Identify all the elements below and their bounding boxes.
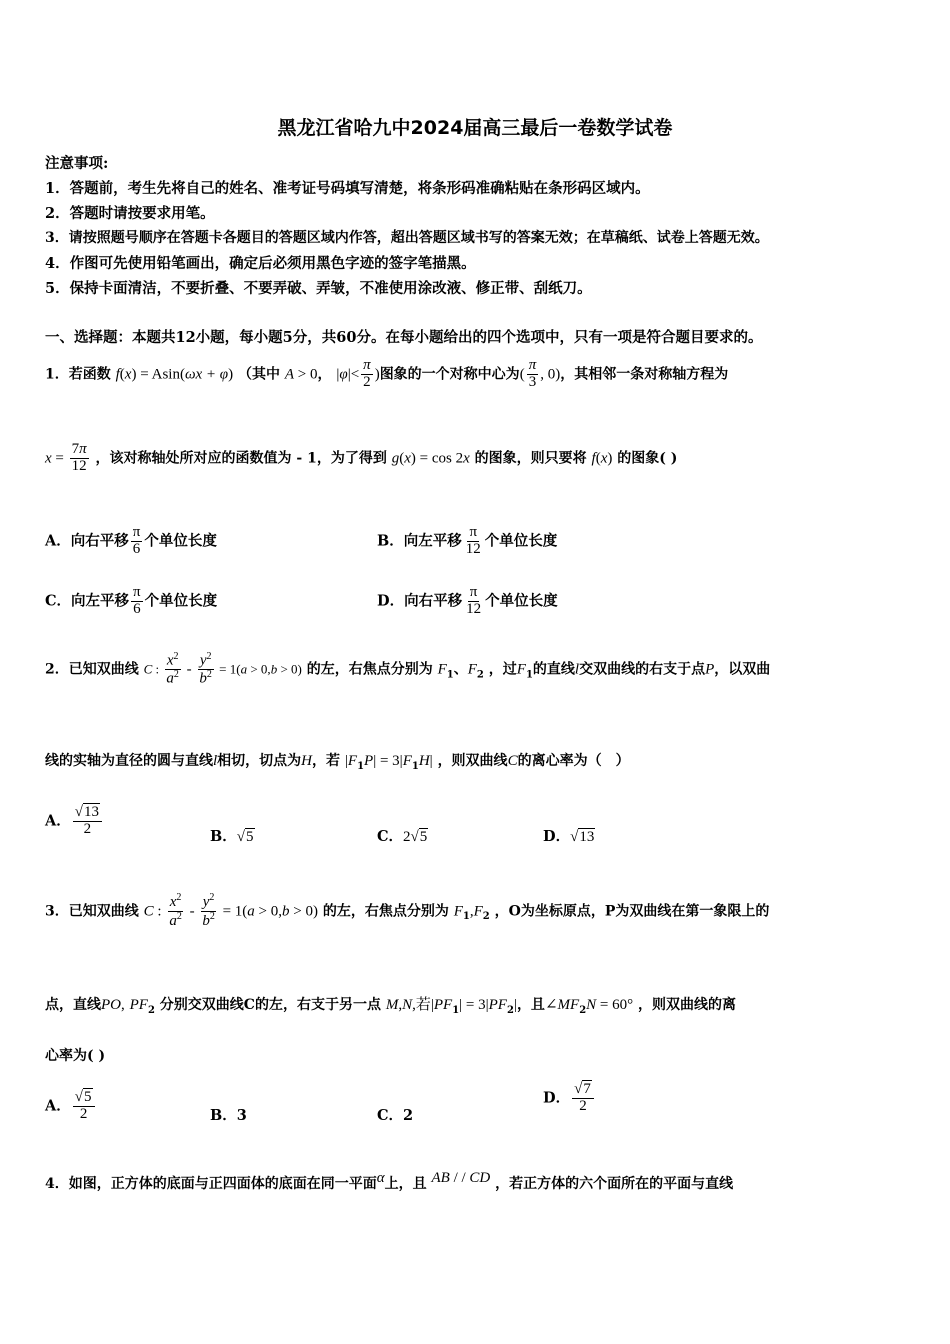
question-3-line-1: 3．已知双曲线 C : $\frac{x^2}{a^2}$ - $\frac{y^2}{b^2}$ = 1(a > 0,b > 0) 的左，右焦点分别为 $F_1,F_2$ ，O为坐标原点，P为双曲线在第一象限上的 (45, 892, 770, 929)
note-item: 4．作图可先使用铅笔画出，确定后必须用黑色字迹的签字笔描黑。 (45, 255, 476, 272)
option-2a[interactable]: A． $\frac{√13}{2}$ (45, 805, 104, 838)
question-1-line-2: x = $\frac{7\pi}{12}$ ，该对称轴处所对应的函数值为 - 1，为了得到 g(x) = cos 2x 的图象，则只要将 f(x) 的图象( ) (45, 441, 678, 474)
note-item: 5．保持卡面清洁，不要折叠、不要弄破、弄皱，不准使用涂改液、修正带、刮纸刀。 (45, 280, 592, 297)
formula-fx: f (115, 366, 120, 383)
option-1c[interactable]: C．向左平移 $\frac{\pi}{6}$ 个单位长度 (45, 584, 218, 617)
page-title: 黑龙江省哈九中2024届高三最后一卷数学试卷 (277, 117, 673, 139)
option-1b[interactable]: B．向左平移 $\frac{\pi}{12}$ 个单位长度 (377, 524, 558, 557)
notes-heading: 注意事项: (45, 155, 109, 172)
question-2-line-2: 线的实轴为直径的圆与直线l相切，切点为H，若 $|F_1P| = 3|F_1H|$ ，则双曲线C的离心率为（ ） (45, 753, 630, 772)
option-3b[interactable]: B．3 (210, 1107, 247, 1124)
question-4-line-1: 4．如图，正方体的底面与正四面体的底面在同一平面α上，且 AB / / CD ，若正方体的六个面所在的平面与直线 (45, 1170, 734, 1192)
option-2d[interactable]: D．√13 (543, 828, 595, 845)
option-3a[interactable]: A． $\frac{√5}{2}$ (45, 1090, 97, 1123)
option-3c[interactable]: C．2 (377, 1107, 414, 1124)
note-item: 1．答题前，考生先将自己的姓名、准考证号码填写清楚，将条形码准确粘贴在条形码区域内。 (45, 180, 650, 197)
option-1a[interactable]: A．向右平移 $\frac{\pi}{6}$ 个单位长度 (45, 524, 217, 557)
question-2-line-1: 2．已知双曲线 C : $\frac{x^2}{a^2}$ - $\frac{y^2}{b^2}$ = 1(a > 0,b > 0) 的左，右焦点分别为 $F_1$、$F_2$ ，过$F_1$的直线l交双曲线的右支于点P，以双曲 (45, 651, 771, 687)
question-3-line-2: 点，直线PO, $PF_2$ 分别交双曲线C的左，右支于另一点 M,N,若$|PF_1| = 3|PF_2|$，且$\angle MF_2N = 60^\circ$ ，则双曲线的离 (45, 997, 737, 1016)
option-3d[interactable]: D． $\frac{√7}{2}$ (543, 1082, 596, 1115)
option-1d[interactable]: D．向右平移 $\frac{\pi}{12}$ 个单位长度 (377, 584, 558, 617)
question-3-line-3: 心率为( ) (45, 1048, 106, 1064)
option-2b[interactable]: B．√5 (210, 828, 254, 845)
question-1-line-1: 1．若函数 f(x) = Asin(ωx + φ) （其中 A > 0， |φ|< $\frac{\pi}{2}$ )图象的一个对称中心为( $\frac{\pi}{3}$ , 0)，其相邻一条对称轴方程为 (45, 357, 729, 390)
section-heading: 一、选择题：本题共12小题，每小题5分，共60分。在每小题给出的四个选项中，只有一项是符合题目要求的。 (45, 329, 763, 346)
note-item: 3．请按照题号顺序在答题卡各题目的答题区域内作答，超出答题区域书写的答案无效；在草稿纸、试卷上答题无效。 (45, 230, 769, 246)
option-2c[interactable]: C．2√5 (377, 828, 428, 845)
note-item: 2．答题时请按要求用笔。 (45, 205, 215, 222)
